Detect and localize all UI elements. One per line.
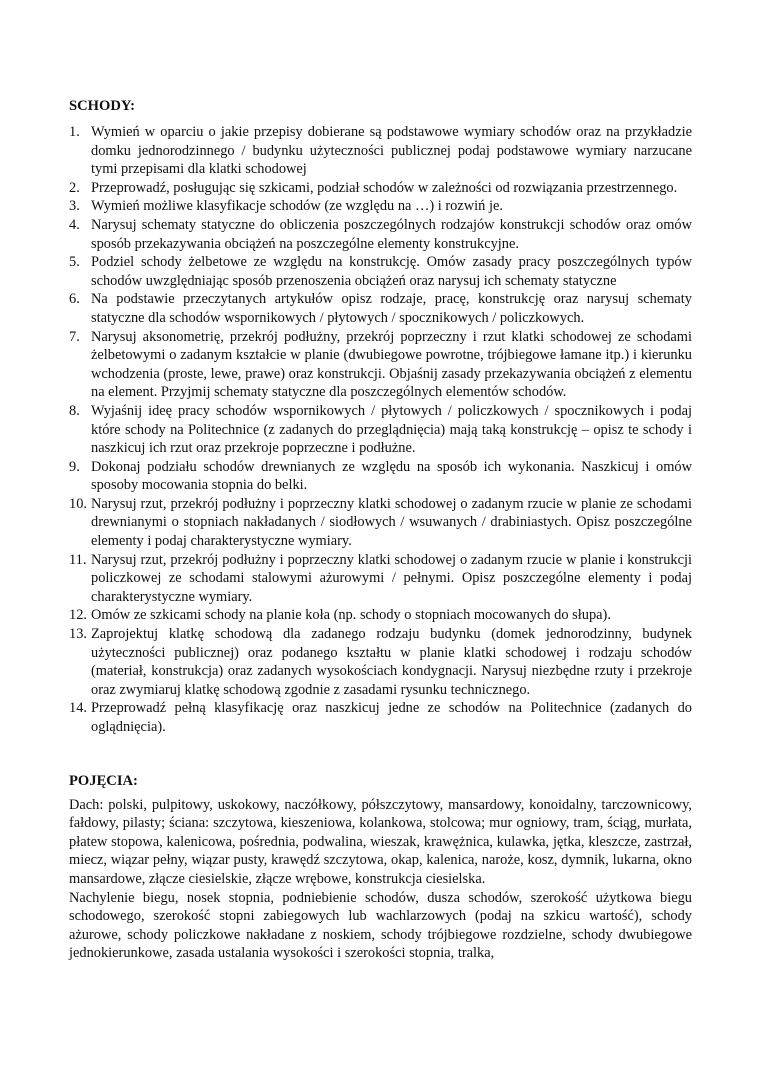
question-text: Przeprowadź pełną klasyfikację oraz naszkicuj jedne ze schodów na Politechnice (zadanych do oglądnięcia). xyxy=(91,700,692,735)
list-item: 8. Wyjaśnij ideę pracy schodów wspornikowych / płytowych / policzkowych / spocznikowych i podaj które schody na Politechnice (z zadanych do przeglądnięcia) mają taką konstrukcję – opisz te schody i naszkicuj ich rzut oraz przekroje poprzeczne i podłużne. xyxy=(69,402,692,457)
question-text: Wymień możliwe klasyfikacje schodów (ze względu na …) i rozwiń je. xyxy=(91,198,503,215)
list-item: 11. Narysuj rzut, przekrój podłużny i poprzeczny klatki schodowej o zadanym rzucie w planie i konstrukcji policzkowej ze schodami stalowymi ażurowymi / pełnymi. Opisz poszczególne elementy i podaj charakterystyczne wymiary. xyxy=(69,551,692,605)
list-item: 14. Przeprowadź pełną klasyfikację oraz naszkicuj jedne ze schodów na Politechnice (zadanych do oglądnięcia). xyxy=(69,700,692,735)
question-text: Narysuj aksonometrię, przekrój podłużny, przekrój poprzeczny i rzut klatki schodowej ze schodami żelbetowymi o zadanym kształcie w planie (dwubiegowe powrotne, trójbiegowe łamane itp.) i kierunku wchodzenia (proste, lewe, prawe) oraz konstrukcji. Objaśnij zasady przekazywania obciążeń z elementu na element. Przyjmij schematy statyczne dla poszczególnych elementów schodów. xyxy=(91,328,692,401)
question-text: Dokonaj podziału schodów drewnianych ze względu na sposób ich wykonania. Naszkicuj i omów sposoby mocowania stopnia do belki. xyxy=(91,458,692,494)
list-item: 5. Podziel schody żelbetowe ze względu na konstrukcję. Omów zasady pracy poszczególnych typów schodów uwzględniając sposób przenoszenia obciążeń oraz narysuj ich schematy statyczne xyxy=(69,254,692,289)
list-item: 9. Dokonaj podziału schodów drewnianych ze względu na sposób ich wykonania. Naszkicuj i omów sposoby mocowania stopnia do belki. xyxy=(69,458,692,494)
pojecia-heading: POJĘCIA: xyxy=(69,772,138,789)
schody-question-list xyxy=(69,123,692,737)
question-text: Omów ze szkicami schody na planie koła (np. schody o stopniach mocowanych do słupa). xyxy=(91,607,611,624)
schody-heading: SCHODY: xyxy=(69,98,135,114)
list-item: 3. Wymień możliwe klasyfikacje schodów (ze względu na …) i rozwiń je. xyxy=(69,198,503,215)
list-item: 4. Narysuj schematy statyczne do obliczenia poszczególnych rodzajów konstrukcji schodów oraz omów sposób przekazywania obciążeń na poszczególne elementy konstrukcyjne. xyxy=(69,216,692,252)
question-text: Przeprowadź, posługując się szkicami, podział schodów w zależności od rozwiązania przestrzennego. xyxy=(91,179,678,196)
list-item: 12. Omów ze szkicami schody na planie koła (np. schody o stopniach mocowanych do słupa). xyxy=(69,607,611,624)
question-text: Wyjaśnij ideę pracy schodów wspornikowych / płytowych / policzkowych / spocznikowych i podaj które schody na Politechnice (z zadanych do przeglądnięcia) mają taką konstrukcję – opisz te schody i naszkicuj ich rzut oraz przekroje poprzeczne i podłużne. xyxy=(91,402,692,457)
question-text: Podziel schody żelbetowe ze względu na konstrukcję. Omów zasady pracy poszczególnych typów schodów uwzględniając sposób przenoszenia obciążeń oraz narysuj ich schematy statyczne xyxy=(91,254,692,289)
list-item: 7. Narysuj aksonometrię, przekrój podłużny, przekrój poprzeczny i rzut klatki schodowej ze schodami żelbetowymi o zadanym kształcie w planie (dwubiegowe powrotne, trójbiegowe łamane itp.) i kierunku wchodzenia (proste, lewe, prawe) oraz konstrukcji. Objaśnij zasady przekazywania obciążeń z elementu na element. Przyjmij schematy statyczne dla poszczególnych elementów schodów. xyxy=(69,328,692,401)
question-text: Zaprojektuj klatkę schodową dla zadanego rodzaju budynku (domek jednorodzinny, budynek użyteczności publicznej) oraz podanego kształtu w planie klatki schodowej i rodzaju schodów (materiał, konstrukcja) oraz zadanych wysokościach kondygnacji. Narysuj niezbędne rzuty i przekroje oraz zwymiaruj klatkę schodową zgodnie z zasadami rysunku technicznego. xyxy=(91,626,692,698)
list-item: 6. Na podstawie przeczytanych artykułów opisz rodzaje, pracę, konstrukcję oraz narysuj schematy statyczne dla schodów wspornikowych / płytowych / spocznikowych / policzkowych. xyxy=(69,291,692,326)
list-item: 13. Zaprojektuj klatkę schodową dla zadanego rodzaju budynku (domek jednorodzinny, budynek użyteczności publicznej) oraz podanego kształtu w planie klatki schodowej i rodzaju schodów (materiał, konstrukcja) oraz zadanych wysokościach kondygnacji. Narysuj niezbędne rzuty i przekroje oraz zwymiaruj klatkę schodową zgodnie z zasadami rysunku technicznego. xyxy=(69,626,692,698)
pojecia-paragraph-schody: Nachylenie biegu, nosek stopnia, podniebienie schodów, dusza schodów, szerokość użytkowa biegu schodowego, szerokość stopni zabiegowych lub wachlarzowych (podaj na szkicu wartość), schody ażurowe, schody policzkowe nakładane z noskiem, schody trójbiegowe rozdzielne, schody dwubiegowe jednokierunkowe, zasada ustalania wysokości i szerokości stopnia, tralka, xyxy=(69,889,692,962)
list-item: 1. Wymień w oparciu o jakie przepisy dobierane są podstawowe wymiary schodów oraz na przykładzie domku jednorodzinnego / budynku użyteczności publicznej podaj podstawowe wymiary narzucane tymi przepisami dla klatki schodowej xyxy=(69,124,692,178)
question-text: Na podstawie przeczytanych artykułów opisz rodzaje, pracę, konstrukcję oraz narysuj schematy statyczne dla schodów wspornikowych / płytowych / spocznikowych / policzkowych. xyxy=(91,291,692,326)
question-text: Wymień w oparciu o jakie przepisy dobierane są podstawowe wymiary schodów oraz na przykładzie domku jednorodzinnego / budynku użyteczności publicznej podaj podstawowe wymiary narzucane tymi przepisami dla klatki schodowej xyxy=(91,124,692,178)
pojecia-paragraph-dach: Dach: polski, pulpitowy, uskokowy, naczółkowy, półszczytowy, mansardowy, konoidalny, tarczownicowy, fałdowy, pilasty; ściana: szczytowa, kieszeniowa, kolankowa, stolcowa; mur ogniowy, tram, ściąg, murłata, płatew stopowa, kalenicowa, pośrednia, podwalina, wieszak, krawężnica, kulawka, jętka, kleszcze, zastrzał, miecz, wiązar pełny, wiązar pusty, krawędź szczytowa, okap, kalenica, naroże, kosz, dymnik, lukarna, okno mansardowe, złącze ciesielskie, złącze wrębowe, konstrukcja ciesielska. xyxy=(69,796,692,887)
list-item: 2. Przeprowadź, posługując się szkicami, podział schodów w zależności od rozwiązania przestrzennego. xyxy=(69,179,678,196)
question-text: Narysuj rzut, przekrój podłużny i poprzeczny klatki schodowej o zadanym rzucie w planie ze schodami drewnianymi o stopniach nakładanych / siodłowych / wsuwanych / drabiniastych. Opisz poszczególne elementy i podaj charakterystyczne wymiary. xyxy=(91,495,692,550)
list-item: 10. Narysuj rzut, przekrój podłużny i poprzeczny klatki schodowej o zadanym rzucie w planie ze schodami drewnianymi o stopniach nakładanych / siodłowych / wsuwanych / drabiniastych. Opisz poszczególne elementy i podaj charakterystyczne wymiary. xyxy=(69,495,692,550)
question-text: Narysuj rzut, przekrój podłużny i poprzeczny klatki schodowej o zadanym rzucie w planie i konstrukcji policzkowej ze schodami stalowymi ażurowymi / pełnymi. Opisz poszczególne elementy i podaj charakterystyczne wymiary. xyxy=(91,551,692,605)
question-text: Narysuj schematy statyczne do obliczenia poszczególnych rodzajów konstrukcji schodów oraz omów sposób przekazywania obciążeń na poszczególne elementy konstrukcyjne. xyxy=(91,216,692,252)
